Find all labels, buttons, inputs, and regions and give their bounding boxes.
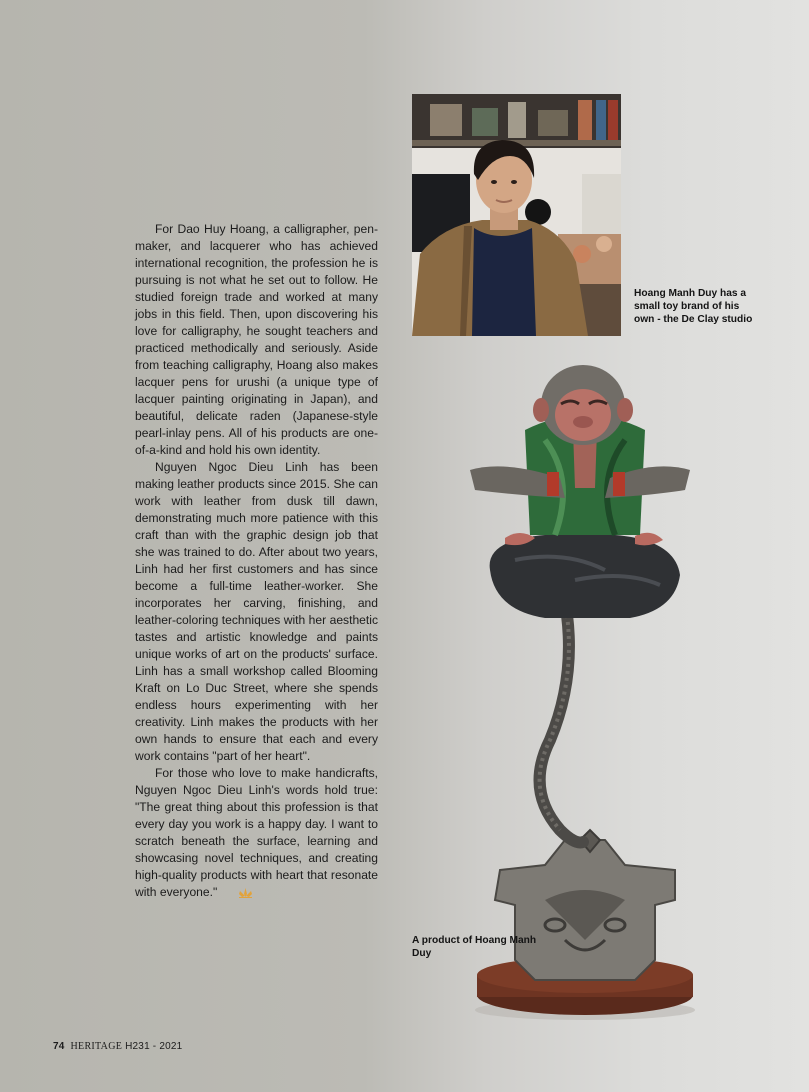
article-paragraph: For Dao Huy Hoang, a calligrapher, pen-maker, and lacquerer who has achieved international recognition, the profession he is pursuing is not what he set out to follow. He studied foreign trade and worked at many jobs in this field. Then, upon discovering his love for calligraphy, he sought teachers and practiced methodically and seriously. Aside from teaching calligraphy, Hoang also makes lacquer pens for urushi (a unique type of lacquer painting originating in Japan), and beautiful, delicate raden (Japanese-style pearl-inlay pens. All of his products are one-of-a-kind and hold his own identity. (135, 222, 378, 457)
page-footer (53, 1041, 182, 1052)
portrait-caption: Hoang Manh Duy has a small toy brand of his own - the De Clay studio (634, 288, 753, 325)
article-paragraph-text: For those who love to make handicrafts, Nguyen Ngoc Dieu Linh's words hold true: "The great thing about this profession is that every day you work is a happy day. I want to scratch beneath the surface, learning and showcasing novel techniques, and creating high-quality products with heart that resonate with everyone." (135, 766, 378, 899)
portrait-photo (412, 94, 621, 336)
article-paragraph (135, 765, 378, 903)
page-number: 74 (53, 1041, 65, 1052)
issue-label: H231 - 2021 (125, 1041, 183, 1052)
article-body (135, 221, 378, 903)
product-caption: A product of Hoang Manh Duy (412, 935, 537, 959)
product-figurine-illustration (455, 360, 705, 1025)
magazine-name: HERITAGE (70, 1041, 123, 1052)
lotus-icon (219, 886, 252, 903)
article-paragraph: Nguyen Ngoc Dieu Linh has been making leather products since 2015. She can work with leather from dusk till dawn, demonstrating much more patience with this craft than with the graphic design job that she was trained to do. After about two years, Linh had her first customers and has since become a full-time leather-worker. She incorporates her carving, finishing, and leather-coloring techniques with her aesthetic tastes and artistic knowledge and paints unique works of art on the products' surface. Linh has a small workshop called Blooming Kraft on Lo Duc Street, where she spends endless hours experimenting with her creativity. Linh makes the products with her own hands to ensure that each and every work contains "part of her heart". (135, 460, 378, 763)
